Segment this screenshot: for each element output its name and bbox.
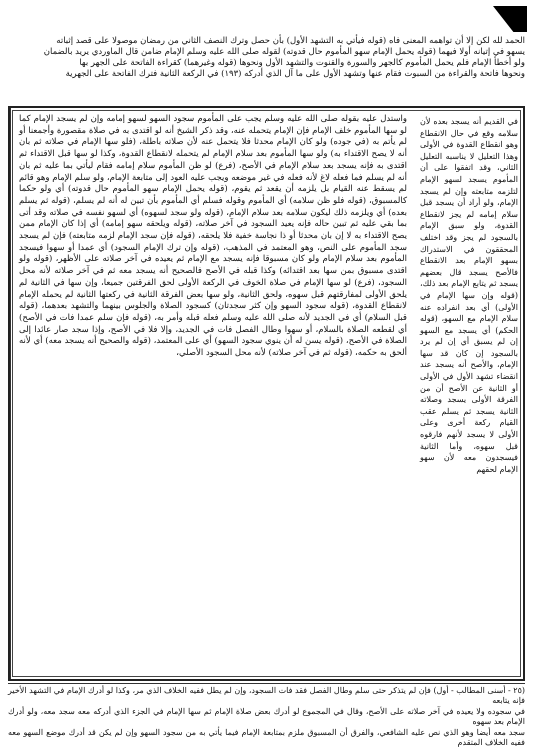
footnote-line: سجد معه أيضا وهو الذي نص عليه الشافعي، والفرق أن المسبوق ملزم بمتابعة الإمام فيما يأتي به من سجود السهو وإن لم يكن قد أدرك موضع السهو معه ففيه الخلاف المتقدم [8, 727, 525, 748]
header-commentary [8, 36, 525, 102]
footnote-divider [8, 683, 525, 684]
header-line: ونحوها فاتحة والقراءة من السبوت فقام عنها وتشهد الأول على ما آل الذي أدركه (١٩٣) في الركعة الثانية فترك الفاتحة على الجهرية [65, 69, 525, 79]
margin-commentary: في القديم أنه يسجد بعده لأن سلامه وقع في حال الانقطاع وهو انقطاع القدوة في الأولى وهذا التعليل لا يناسبه التعليل الثاني، وقد اتفقوا على أن المأموم يسجد لسهو الإمام لتلزمه متابعته وإن لم يسجد الإمام، ولو أراد أن يسجد قبل سلام إمامه لم يجز لانقطاع القدوة، ولو سبق الإمام بالسجود لم يجز وقد اختلف المحققون في الاستدراك بسهو الإمام بعد الانقطاع فالأصح يسجد قال بعضهم يسجد ثم يتابع الإمام بعد ذلك، (قوله وإن سها الإمام في الأولى) أي بعد انفراده عنه سلام الإمام مع السهو، (قوله الحكم) أي يسجد مع السهو إن لم يسبق أي إن لم يرد بالسجود إن كان قد سها الإمام، والأصح أنه يسجد عند انقضاء تشهد الأول في الأولى أو الثانية عن الأصح أن من الفرقة الأولى يسجد وصلاته الثانية يسجد ثم يسلم عقب القيام ركعة أخرى وعلى الأولى لا يسجد لأنهم فارقوه قبل سهوه، وأما الثانية فيسجدون معه لأن سهو الإمام لحقهم [420, 117, 518, 474]
footnotes [8, 683, 525, 748]
header-line: ولو أخطأ الإمام فلم يحمل المأموم كالجهر والسورة والقنوت والتشهد الأول ونحوها (قوله وغيرهما) كقراءة الفاتحة على الجهر بها [79, 58, 525, 68]
document-page [8, 36, 525, 748]
header-line: يسهو في إتيانه أولا فيهما (قوله يحمل الإمام سهو المأموم حال قدوته) لقوله صلى الله عليه وسلم الإمام ضامن قال الماوردي يريد بالضمان [43, 47, 525, 57]
header-line: الحمد لله لكن إلا أن تواهمه المعنى فاه (قوله فيأتي به التشهد الأول) بأن حصل وترك النصف الثاني من رمضان موصولا على قصد إثباته [56, 36, 525, 46]
footnote-line: في سجوده ولا يعيده في آخر صلاته على الأصح، وقال في المجموع لو أدرك بعض صلاة الإمام ثم سها الإمام في الجزء الذي أدركه معه سجد معه، ولو أدرك الإمام بعد سهوه [8, 706, 525, 727]
main-text-frame [8, 106, 525, 681]
footnote-line: (٢٥ - أسنى المطالب - أول) فإن لم يتذكر حتى سلم وطال الفصل فقد فات السجود، وإن لم يطل ففيه الخلاف الذي مر، وكذا لو أدرك الإمام في التشهد الأخير فإنه يتابعه [8, 686, 525, 706]
main-body-text: واستدل عليه بقوله صلى الله عليه وسلم يجب على المأموم سجود السهو لسهو إمامه وإن لم يسجد الإمام كما لو سها المأموم خلف الإمام فإن الإمام يتحمله عنه، وقد ذكر الشيخ أنه لو اقتدى به في صلاة مقصورة وأجمعنا أو لم يأتم به (في جوده) ولو كان الإمام محدثا فلا يتحمل عنه لأن صلاته باطلة، (فلو سها الإمام في صلاته ثم بان أنه لا يصح الاقتداء به) ولو سها المأموم بعد سلام الإمام لم يتحمله لانقطاع القدوة، وكذا لو سها قبل الاقتداء ثم اقتدى به فإنه يسجد بعد سلام الإمام في الأصح، (فرع) لو ظن المأموم سلام إمامه فقام ليأتي بما عليه ثم بان أنه لم يسلم فما فعله لاغ لأنه فعله في غير موضعه ويجب عليه العود إلى متابعة الإمام، ولو سلم الإمام وهو قائم لم يسقط عنه القيام بل يلزمه أن يقعد ثم يقوم، (قوله يحمل الإمام سهو المأموم حال قدوته) أي ولو حكما كالمسبوق، (قوله فلو ظن سلامه) أي المأموم وقوله فسلم أي المأموم بأن تبين له أنه لم يسلم، (قوله ثم يسلم بعده) أي ويلزمه ذلك ليكون سلامه بعد سلام الإمام، (قوله ولو سجد لسهوه) أي لسهو نفسه في صلاته وقد أتى بما بقي عليه ثم تبين حاله فإنه يعيد السجود في آخر صلاته، (قوله ويلحقه سهو إمامه) أي إذا كان الإمام ممن يصح الاقتداء به لا إن بان محدثا أو ذا نجاسة خفية فلا يلحقه، (قوله فإن سجد الإمام لزمه متابعته) فإن لم يسجد سجد المأموم على النص، وهو المعتمد في المذهب، (قوله وإن ترك الإمام السجود) أي عمدا أو سهوا فيسجد المأموم بعد سلام الإمام ولو كان مسبوقا فإنه يسجد مع الإمام ثم يعيده في آخر صلاته على الأظهر، (قوله ولو اقتدى مسبوق بمن سها بعد اقتدائه) وكذا قبله في الأصح فالصحيح أنه يسجد معه ثم في آخر صلاته لأنه محل السجود، (فرع) لو سها الإمام في صلاة الخوف في الركعة الأولى لحق الفرقتين جميعا، وإن سها في الثانية لم يلحق الأولى لمفارقتهم قبل سهوه، ولحق الثانية، ولو سها بعض الفرقة الثانية في ركعتها الثانية لم يحمله الإمام لانقطاع القدوة، (قوله سجود السهو وإن كثر سجدتان) كسجود الصلاة والجلوس بينهما والتشهد بعدهما، (قوله قبل السلام) أي في الجديد لأنه صلى الله عليه وسلم فعله قبله وأمر به، (قوله فإن سلم عمدا فات في الأصح) أي لقطعه الصلاة بالسلام، أو سهوا وطال الفصل فات في الجديد، وإلا فلا في الأصح، وإذا سجد صار عائدا إلى الصلاة في الأصح، (قوله يسن له أن ينوي سجود السهو) أي على المعتمد، (قوله والصحيح أنه يسجد معه) أي لأنه ألحق به حكمه، (قوله ثم في آخر صلاته) لأنه محل السجود الأصلي، [10, 108, 415, 679]
page-corner-mark [493, 6, 527, 32]
